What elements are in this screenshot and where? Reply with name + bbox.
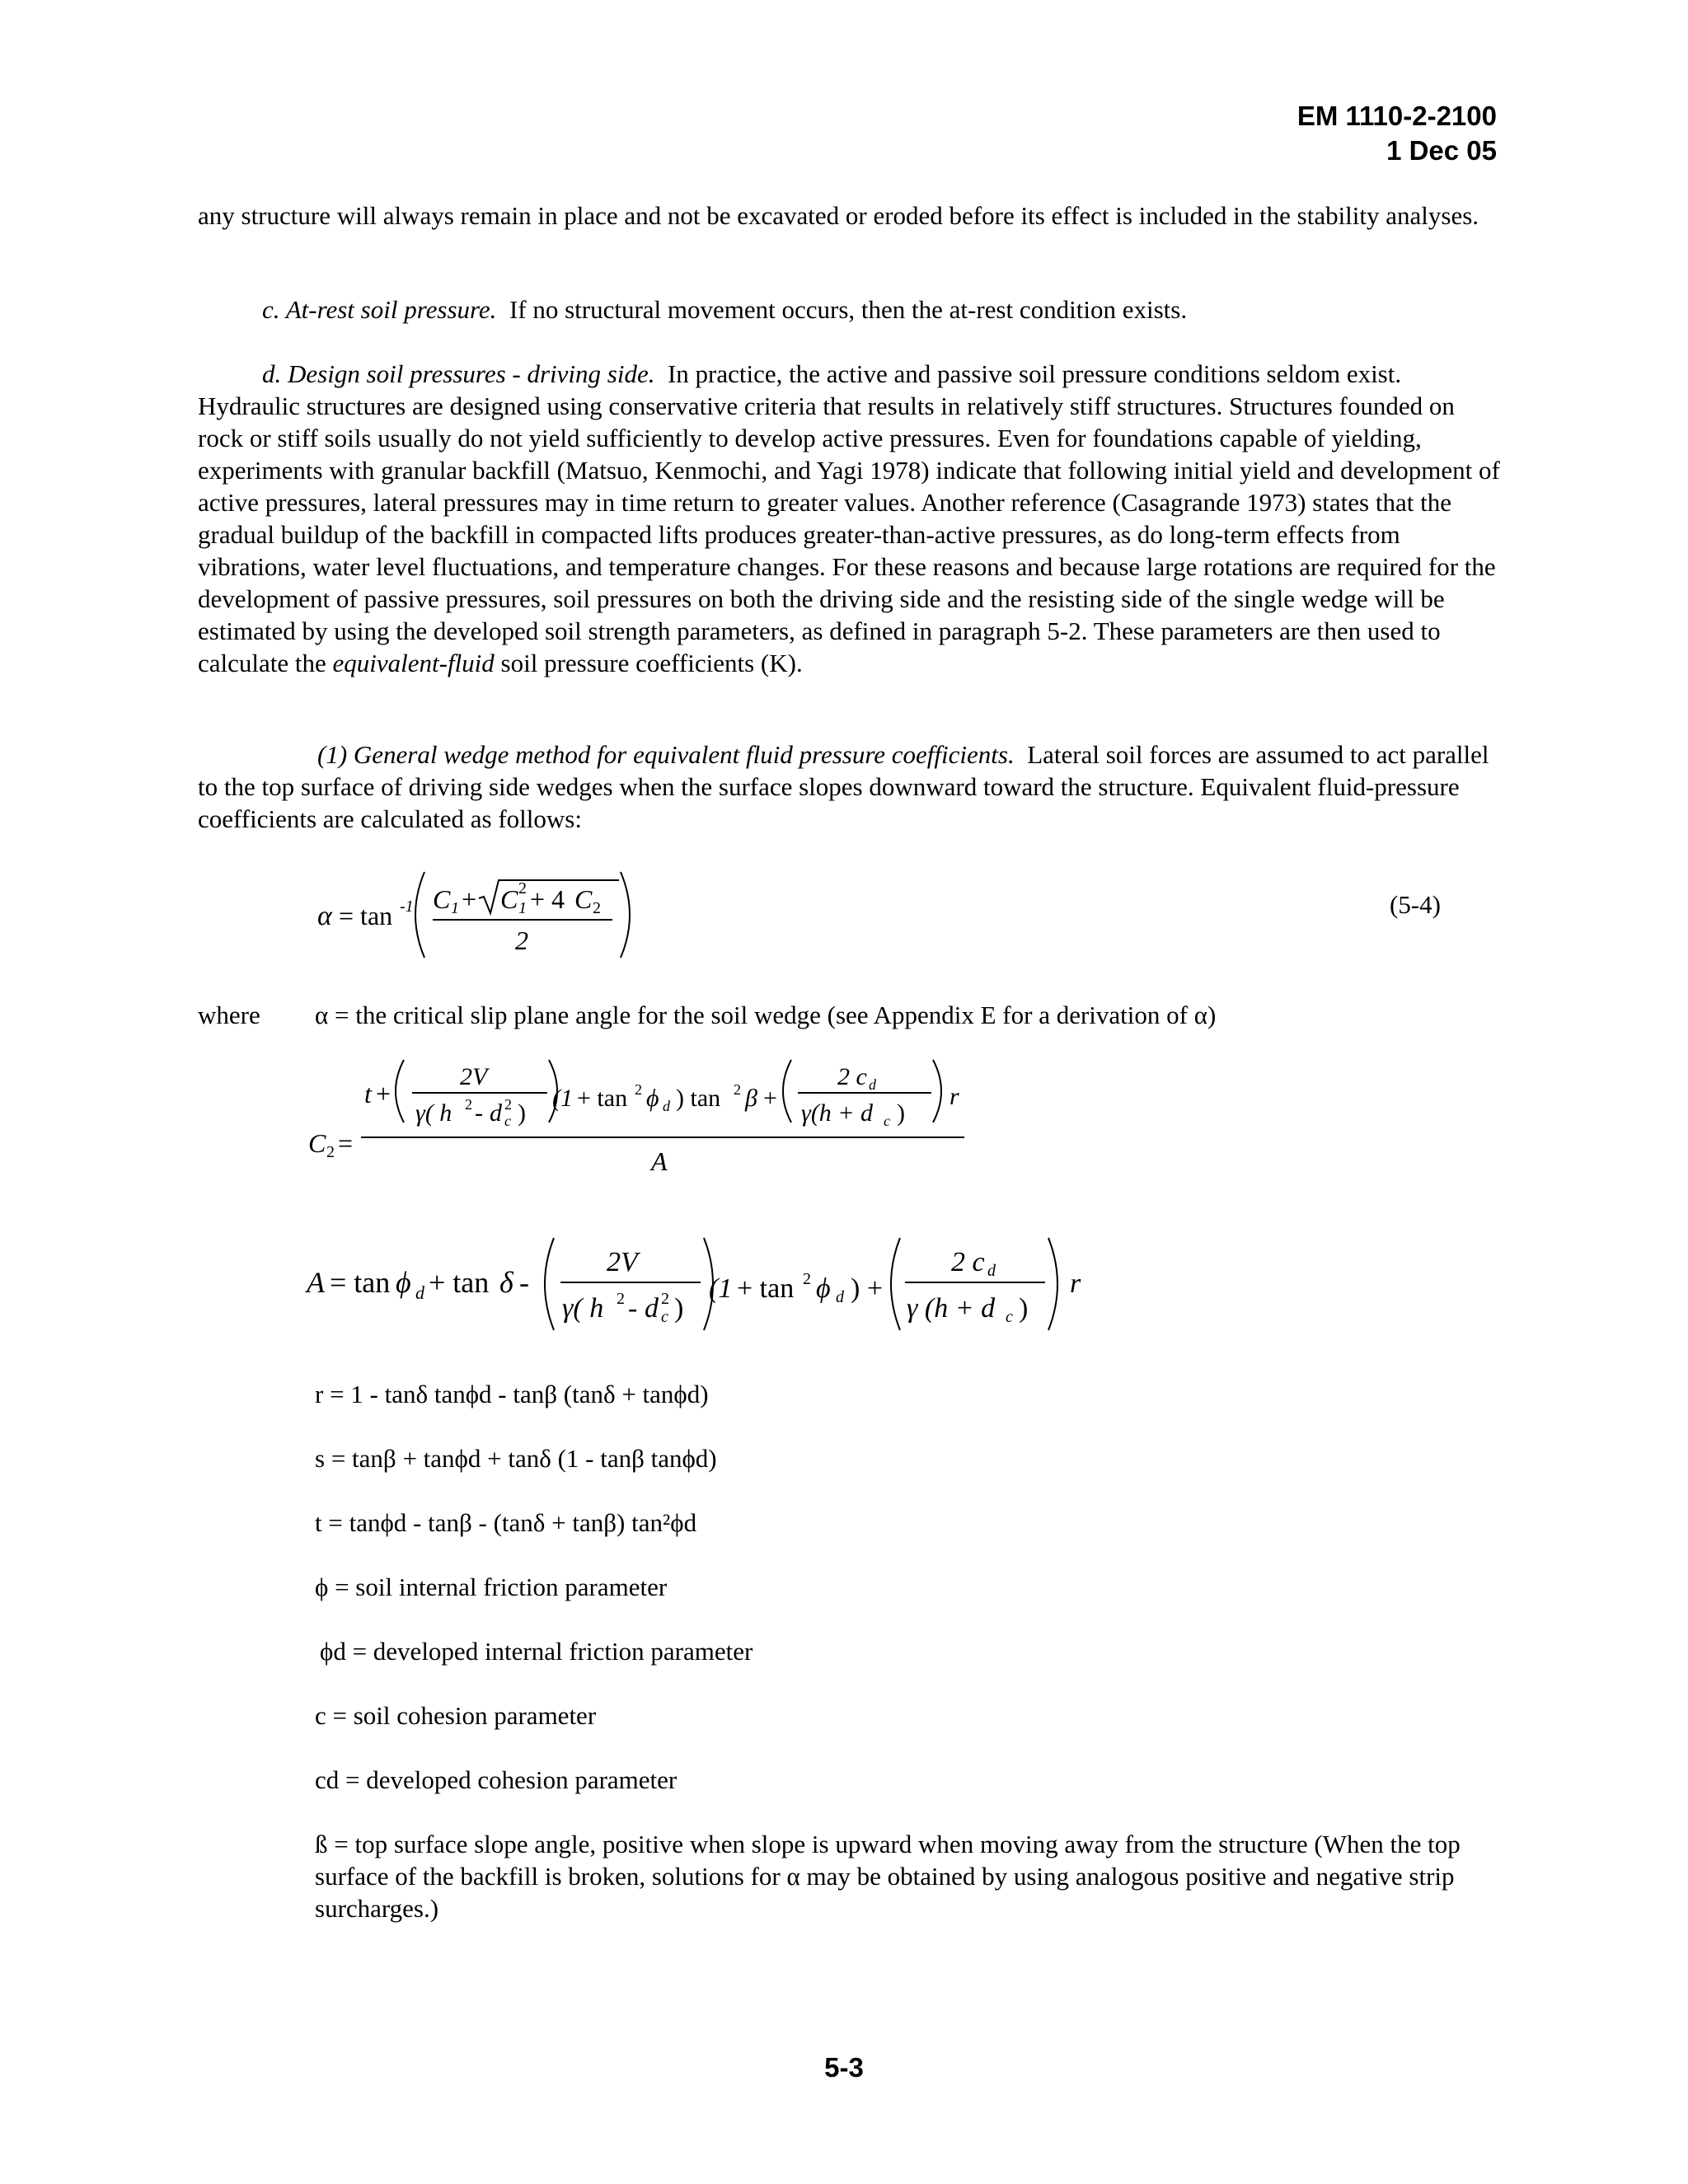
svg-text:+: + — [462, 884, 477, 914]
svg-text:): ) — [897, 1099, 905, 1127]
svg-text:2: 2 — [504, 1096, 512, 1113]
paragraph-d-title: d. Design soil pressures - driving side. — [262, 359, 655, 388]
paragraph-c — [198, 293, 1500, 326]
svg-text:d: d — [645, 1293, 659, 1324]
definition-phid: ϕd = developed internal friction parameter — [320, 1637, 753, 1666]
equation-c2 — [305, 1055, 964, 1195]
svg-text:1: 1 — [451, 899, 459, 917]
definition-beta: ß = top surface slope angle, positive when slope is upward when moving away from the structure (When the top surface of the backfill is broken, solutions for α may be obtained by using analogous positive and negative strip surcharges.) — [315, 1830, 1461, 1923]
equation-number: (5-4) — [1390, 890, 1441, 919]
svg-text:) +: ) + — [851, 1273, 883, 1304]
svg-text:c: c — [661, 1308, 668, 1326]
svg-text:d: d — [415, 1282, 424, 1303]
svg-text:d: d — [663, 1098, 670, 1114]
svg-text:2 c: 2 c — [951, 1247, 985, 1277]
definition-s: s = tanβ + tanϕd + tanδ (1 - tanβ tanϕd) — [315, 1444, 717, 1473]
svg-text:(1: (1 — [552, 1085, 573, 1112]
paragraph-d — [198, 358, 1500, 679]
svg-text:c: c — [1006, 1308, 1013, 1326]
svg-text:-: - — [475, 1099, 483, 1127]
svg-text:C: C — [500, 884, 518, 914]
svg-text:2: 2 — [326, 1143, 335, 1161]
svg-text:-: - — [519, 1266, 529, 1299]
svg-text:+: + — [763, 1085, 777, 1112]
subparagraph-1-title: (1) General wedge method for equivalent fluid pressure coefficients. — [317, 740, 1015, 769]
svg-text:A: A — [307, 1266, 325, 1299]
subparagraph-1 — [198, 738, 1500, 835]
svg-text:r: r — [1070, 1268, 1081, 1299]
continuation-paragraph: any structure will always remain in place and not be excavated or eroded before its effect is included in the stability analyses. — [198, 201, 1479, 230]
svg-text:2: 2 — [593, 899, 601, 917]
svg-text:+ tan: + tan — [429, 1266, 490, 1299]
doc-date: 1 Dec 05 — [1386, 135, 1497, 166]
svg-text:2 c: 2 c — [837, 1063, 867, 1090]
svg-text:+ tan: + tan — [577, 1085, 628, 1112]
svg-text:=: = — [338, 1128, 354, 1158]
where-alpha: α = the critical slip plane angle for the soil wedge (see Appendix E for a derivation of α) — [315, 1001, 1217, 1029]
svg-text:C: C — [308, 1128, 326, 1158]
svg-text:): ) — [518, 1099, 526, 1127]
paragraph-d-italic: equivalent-fluid — [332, 649, 495, 677]
svg-text:+: + — [376, 1079, 392, 1108]
definition-phi: ϕ = soil internal friction parameter — [315, 1572, 668, 1601]
svg-text:(1: (1 — [709, 1273, 733, 1304]
svg-text:2: 2 — [661, 1290, 669, 1308]
svg-text:= tan: = tan — [339, 901, 393, 930]
svg-text:2: 2 — [617, 1290, 625, 1308]
paragraph-c-body: If no structural movement occurs, then the at-rest condition exists. — [509, 295, 1188, 324]
definition-cd: cd = developed cohesion parameter — [315, 1765, 678, 1794]
svg-text:+ tan: + tan — [737, 1273, 795, 1304]
svg-text:t: t — [364, 1079, 372, 1108]
svg-text:2V: 2V — [460, 1063, 488, 1090]
equation-alpha — [309, 865, 655, 964]
svg-text:γ( h: γ( h — [415, 1099, 452, 1127]
svg-text:γ( h: γ( h — [562, 1293, 604, 1324]
page-number: 5-3 — [824, 2052, 864, 2083]
definition-t: t = tanϕd - tanβ - (tanδ + tanβ) tan²ϕd — [315, 1508, 697, 1537]
subparagraph-1-body: Lateral soil forces are assumed to act parallel to the top surface of driving side wedges when the surface slopes downward toward the structure. Equivalent fluid-pressure coefficients are calculated as follows: — [198, 740, 1489, 833]
svg-text:2: 2 — [465, 1096, 472, 1113]
svg-text:2: 2 — [518, 879, 527, 898]
svg-text:): ) — [1019, 1293, 1029, 1324]
svg-text:ϕ: ϕ — [396, 1266, 411, 1299]
svg-text:2V: 2V — [607, 1247, 638, 1277]
doc-number: EM 1110-2-2100 — [1296, 101, 1497, 131]
svg-text:2: 2 — [515, 926, 528, 955]
svg-text:ϕ: ϕ — [816, 1273, 831, 1304]
svg-text:-: - — [628, 1293, 638, 1324]
svg-text:2: 2 — [734, 1081, 741, 1098]
svg-text:A: A — [651, 1146, 668, 1176]
svg-text:r: r — [950, 1083, 959, 1110]
svg-text:d: d — [869, 1076, 876, 1093]
svg-text:2: 2 — [635, 1081, 642, 1098]
svg-text:+ 4: + 4 — [530, 884, 565, 914]
equation-a — [303, 1235, 1095, 1342]
svg-text:d: d — [836, 1288, 844, 1306]
svg-text:= tan: = tan — [330, 1266, 391, 1299]
svg-text:α: α — [317, 901, 332, 931]
svg-text:C: C — [433, 884, 451, 914]
svg-text:-1: -1 — [400, 898, 414, 916]
svg-text:c: c — [504, 1113, 511, 1129]
definition-r: r = 1 - tanδ tanϕd - tanβ (tanδ + tanϕd) — [315, 1380, 709, 1408]
svg-text:β: β — [745, 1085, 757, 1112]
where-label: where — [198, 1001, 260, 1029]
document-header — [1297, 99, 1497, 168]
svg-text:d: d — [490, 1099, 502, 1127]
svg-text:d: d — [987, 1262, 996, 1280]
svg-text:c: c — [884, 1113, 890, 1129]
svg-text:γ (h + d: γ (h + d — [907, 1293, 996, 1324]
definition-c: c = soil cohesion parameter — [315, 1701, 597, 1730]
svg-text:) tan: ) tan — [676, 1085, 721, 1112]
paragraph-c-title: c. At-rest soil pressure. — [262, 295, 497, 324]
svg-text:1: 1 — [518, 899, 527, 917]
svg-text:ϕ: ϕ — [646, 1085, 659, 1112]
paragraph-d-end: soil pressure coefficients (K). — [500, 649, 803, 677]
paragraph-d-body: In practice, the active and passive soil pressure conditions seldom exist. Hydraulic structures are designed using conservative criteria that results in relatively stiff structures. Structures founded on rock or stiff soils usually do not yield sufficiently to develop active pressures. Even for foundations capable of yielding, experiments with granular backfill (Matsuo, Kenmochi, and Yagi 1978) indicate that following initial yield and development of active pressures, lateral pressures may in time return to greater values. Another reference (Casagrande 1973) states that the gradual buildup of the backfill in compacted lifts produces greater-than-active pressures, as do long-term effects from vibrations, water level fluctuations, and temperature changes. For these reasons and because large rotations are required for the development of passive pressures, soil pressures on both the driving side and the resisting side of the single wedge will be estimated by using the developed soil strength parameters, as defined in paragraph 5-2. These parameters are then used to calculate the — [198, 359, 1500, 677]
svg-text:γ(h + d: γ(h + d — [801, 1099, 874, 1127]
svg-text:δ: δ — [499, 1266, 513, 1299]
svg-text:): ) — [674, 1293, 684, 1324]
svg-text:C: C — [574, 884, 593, 914]
svg-text:2: 2 — [803, 1270, 811, 1288]
